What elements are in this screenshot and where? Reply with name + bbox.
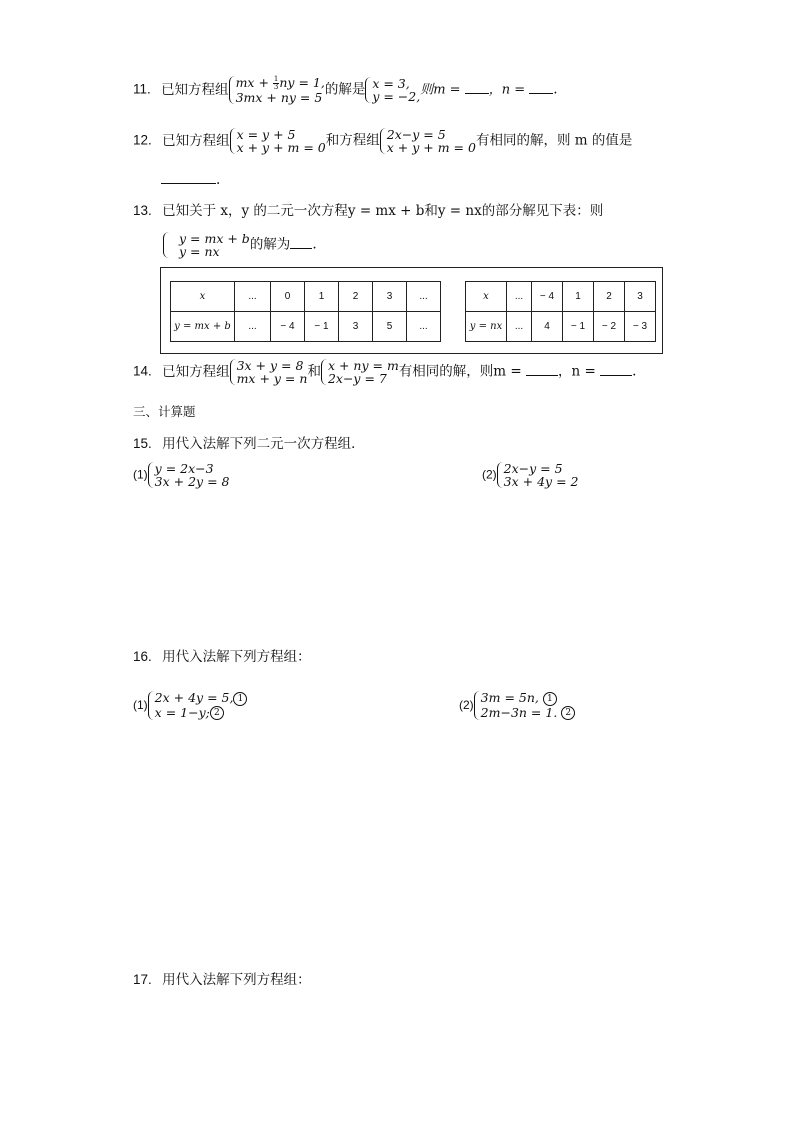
equation-row: mx + $\frac{1}{3}$ ny = 1,: [235, 75, 325, 91]
period: .: [216, 172, 221, 188]
sub-problem-label: (1): [133, 698, 148, 712]
equation-row: y = mx + b: [179, 231, 250, 246]
answer-blank[interactable]: [600, 363, 632, 376]
question-text: 已知关于 x，y 的二元一次方程y = mx + b和y = nx的部分解见下表：则: [162, 203, 604, 219]
equation-system: [148, 462, 230, 488]
equation-system: [230, 128, 326, 154]
table-mx-plus-b: [170, 281, 441, 342]
question-text: 用代入法解下列二元一次方程组．: [162, 436, 365, 452]
period: .: [553, 81, 558, 98]
question-text: 用代入法解下列方程组：: [162, 649, 311, 665]
table-cell: − 1: [563, 312, 594, 342]
table-cell: 3: [339, 312, 373, 342]
table-cell: 2: [339, 282, 373, 312]
circled-number: 2: [561, 706, 575, 720]
question-number: 14.: [133, 363, 152, 379]
question-12: [133, 128, 632, 154]
question-number: 12.: [133, 132, 152, 148]
table-cell: − 3: [625, 312, 656, 342]
equation-row: 2x−y = 5: [503, 461, 563, 476]
question-13: [133, 203, 603, 219]
equation-row: x + y + m = 0: [386, 140, 476, 155]
table-cell: ...: [407, 282, 441, 312]
equation-row: x + y + m = 0: [236, 140, 326, 155]
table-cell: x: [466, 282, 507, 312]
table-cell: 0: [271, 282, 305, 312]
question-15: [133, 436, 365, 452]
question-text: 和: [307, 363, 321, 380]
circled-number: 2: [210, 706, 224, 720]
sub-problem-2: [459, 691, 575, 720]
table-cell: y = nx: [466, 312, 507, 342]
equation-row: y = 2x−3: [154, 461, 214, 476]
question-14: [133, 359, 636, 385]
question-text: 已知方程组: [162, 363, 230, 380]
table-cell: ...: [235, 282, 271, 312]
equation-row: 2x + 4y = 5, 1: [155, 691, 248, 706]
equation-system: [380, 128, 476, 154]
equation-row: 3x + 4y = 2: [503, 474, 579, 489]
equation-row: y = −2,: [372, 89, 421, 104]
equation-row: 3x + y = 8: [236, 358, 304, 373]
equation-row: mx + y = n: [236, 371, 308, 386]
table-cell: − 1: [305, 312, 339, 342]
period: .: [632, 363, 637, 380]
question-number: 17.: [133, 972, 152, 987]
equation-system: [148, 691, 248, 720]
question-text: 的解是: [324, 81, 366, 98]
equation-row: 2m−3n = 1. 2: [481, 706, 576, 721]
system-line: [161, 232, 317, 258]
table-cell: ...: [235, 312, 271, 342]
question-text: ，n =: [558, 363, 601, 380]
question-text: 有相同的解，则 m 的值是: [475, 132, 633, 149]
sub-problem-label: (2): [482, 467, 497, 482]
sub-problem-label: (2): [459, 698, 474, 712]
table-row: [466, 312, 656, 342]
equation-row: x + ny = m: [327, 358, 399, 373]
question-text: 和方程组: [325, 132, 380, 149]
table-cell: ...: [407, 312, 441, 342]
question-number: 13.: [133, 203, 152, 218]
table-cell: − 2: [594, 312, 625, 342]
sub-problem-label: (1): [133, 467, 148, 482]
answer-blank[interactable]: [161, 171, 216, 184]
equation-row: y = nx: [179, 244, 220, 259]
table-row: [171, 282, 441, 312]
equation-system: [230, 359, 308, 385]
question-number: 16.: [133, 649, 152, 664]
question-text: 已知方程组: [162, 132, 230, 149]
table-cell: ...: [507, 282, 532, 312]
question-text: 则m =: [420, 82, 465, 98]
table-cell: 4: [532, 312, 563, 342]
answer-blank[interactable]: [465, 81, 489, 94]
sub-problem-1: [133, 691, 247, 720]
equation-system: [161, 232, 250, 258]
table-cell: 1: [563, 282, 594, 312]
table-cell: − 4: [532, 282, 563, 312]
equation-row: x = 1−y; 2: [155, 706, 248, 721]
question-text: 用代入法解下列方程组：: [162, 972, 311, 988]
equation-system: [497, 462, 579, 488]
circled-number: 1: [543, 692, 557, 706]
table-cell: 3: [625, 282, 656, 312]
equation-system: [365, 77, 420, 103]
equation-row: 3mx + ny = 5: [235, 90, 323, 105]
question-17: [133, 972, 311, 988]
question-text: 有相同的解，则m =: [398, 363, 526, 380]
table-cell: y = mx + b: [171, 312, 235, 342]
question-text: 已知方程组: [161, 81, 229, 98]
fraction: $\frac{1}{3}$: [273, 75, 279, 91]
equation-row: x = 3,: [372, 76, 410, 91]
sub-problem-1: [133, 462, 229, 488]
answer-blank[interactable]: [526, 363, 558, 376]
question-text: ，n =: [488, 82, 530, 98]
equation-row: 3x + 2y = 8: [154, 474, 230, 489]
question-number: 15.: [133, 436, 152, 451]
period: .: [312, 236, 317, 253]
table-nx: [465, 281, 656, 342]
table-cell: x: [171, 282, 235, 312]
table-cell: 3: [373, 282, 407, 312]
sub-problem-2: [482, 462, 578, 488]
equation-system: [474, 691, 576, 720]
table-cell: 1: [305, 282, 339, 312]
table-row: [466, 282, 656, 312]
question-11: [133, 76, 558, 104]
table-cell: 2: [594, 282, 625, 312]
table-row: [171, 312, 441, 342]
answer-blank[interactable]: [290, 236, 312, 249]
equation-system: [321, 359, 399, 385]
answer-line: [161, 171, 220, 188]
equation-system: [229, 76, 325, 104]
equation-row: 2x−y = 5: [386, 127, 446, 142]
equation-row: 3m = 5n, 1: [481, 691, 576, 706]
circled-number: 1: [233, 692, 247, 706]
table-cell: − 4: [271, 312, 305, 342]
table-cell: ...: [507, 312, 532, 342]
equation-row: x = y + 5: [236, 127, 296, 142]
question-16: [133, 649, 311, 665]
question-text: 的解为: [249, 236, 291, 253]
question-number: 11.: [133, 81, 151, 97]
answer-blank[interactable]: [529, 81, 553, 94]
table-cell: 5: [373, 312, 407, 342]
section-heading: 三、计算题: [133, 404, 196, 419]
equation-row: 2x−y = 7: [327, 371, 387, 386]
